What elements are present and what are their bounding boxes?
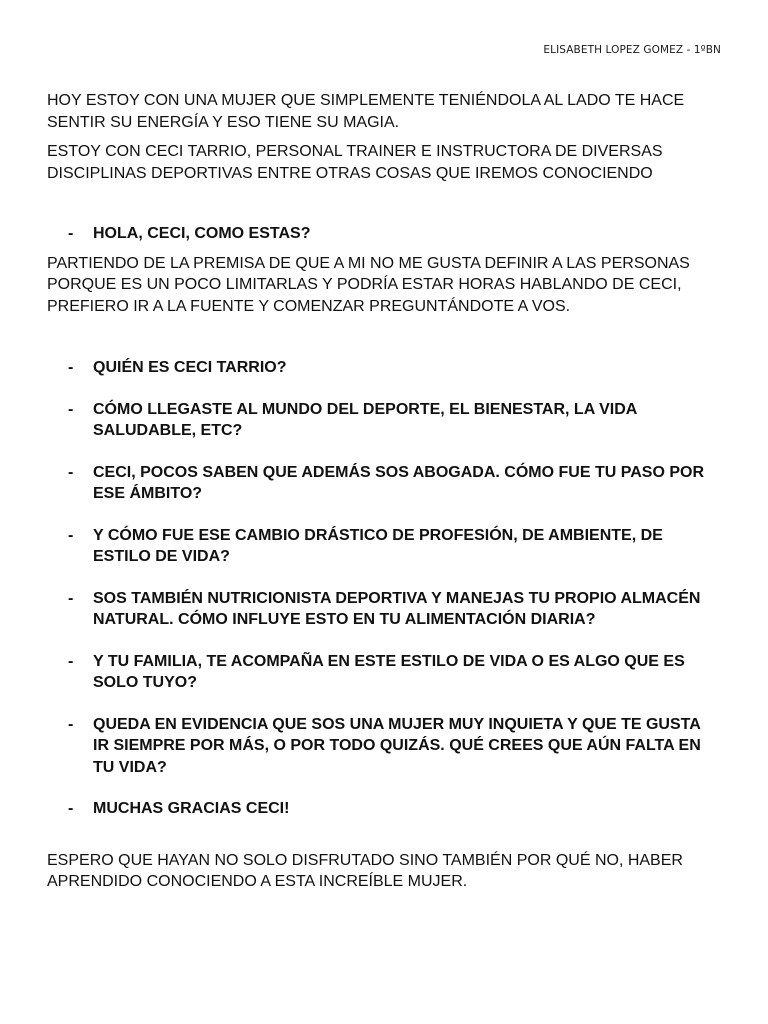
bullet-dash: - [68, 526, 74, 544]
document-body [47, 90, 727, 893]
question-text: CÓMO LLEGASTE AL MUNDO DEL DEPORTE, EL BIENESTAR, LA VIDA SALUDABLE, ETC? [93, 400, 637, 439]
intro-paragraph-1: HOY ESTOY CON UNA MUJER QUE SIMPLEMENTE TENIÉNDOLA AL LADO TE HACE SENTIR SU ENERGÍA Y ESO TIENE SU MAGIA. [47, 92, 685, 131]
question-list [47, 357, 727, 820]
question-item [47, 357, 713, 379]
question-text: Y CÓMO FUE ESE CAMBIO DRÁSTICO DE PROFESIÓN, DE AMBIENTE, DE ESTILO DE VIDA? [93, 526, 663, 565]
question-text: MUCHAS GRACIAS CECI! [93, 800, 290, 817]
bullet-dash: - [68, 715, 74, 733]
bullet-dash: - [68, 800, 74, 817]
question-text: SOS TAMBIÉN NUTRICIONISTA DEPORTIVA Y MANEJAS TU PROPIO ALMACÉN NATURAL. CÓMO INFLUYE ESTO EN TU ALIMENTACIÓN DIARIA? [93, 589, 701, 628]
intro-paragraph-2: ESTOY CON CECI TARRIO, PERSONAL TRAINER E INSTRUCTORA DE DIVERSAS DISCIPLINAS DEPORTIVAS ENTRE OTRAS COSAS QUE IREMOS CONOCIENDO [47, 143, 663, 182]
premise-paragraph: PARTIENDO DE LA PREMISA DE QUE A MI NO ME GUSTA DEFINIR A LAS PERSONAS PORQUE ES UN POCO LIMITARLAS Y PODRÍA ESTAR HORAS HABLANDO DE CECI, PREFIERO IR A LA FUENTE Y COMENZAR PREGUNTÁNDOTE A VOS. [47, 254, 690, 315]
question-text: QUIÉN ES CECI TARRIO? [93, 359, 287, 376]
bullet-dash: - [68, 225, 74, 242]
greeting-text: HOLA, CECI, COMO ESTAS? [93, 225, 311, 242]
greeting-list [47, 223, 727, 245]
question-text: Y TU FAMILIA, TE ACOMPAÑA EN ESTE ESTILO DE VIDA O ES ALGO QUE ES SOLO TUYO? [93, 652, 685, 691]
question-item [47, 399, 713, 442]
author-header: ELISABETH LOPEZ GOMEZ - 1ºBN [543, 44, 721, 56]
bullet-dash: - [68, 400, 74, 418]
bullet-dash: - [68, 359, 74, 376]
greeting-item [47, 223, 713, 245]
closing-paragraph: ESPERO QUE HAYAN NO SOLO DISFRUTADO SINO TAMBIÉN POR QUÉ NO, HABER APRENDIDO CONOCIENDO A ESTA INCREÍBLE MUJER. [47, 851, 683, 890]
question-item [47, 462, 713, 505]
question-item [47, 651, 713, 694]
question-text: QUEDA EN EVIDENCIA QUE SOS UNA MUJER MUY INQUIETA Y QUE TE GUSTA IR SIEMPRE POR MÁS, O POR TODO QUIZÁS. QUÉ CREES QUE AÚN FALTA EN TU VIDA? [93, 715, 701, 776]
question-item [47, 798, 713, 820]
question-item [47, 588, 713, 631]
question-text: CECI, POCOS SABEN QUE ADEMÁS SOS ABOGADA. CÓMO FUE TU PASO POR ESE ÁMBITO? [93, 463, 705, 502]
bullet-dash: - [68, 652, 74, 670]
question-item [47, 714, 713, 779]
question-item [47, 525, 713, 568]
bullet-dash: - [68, 589, 74, 607]
bullet-dash: - [68, 463, 74, 481]
